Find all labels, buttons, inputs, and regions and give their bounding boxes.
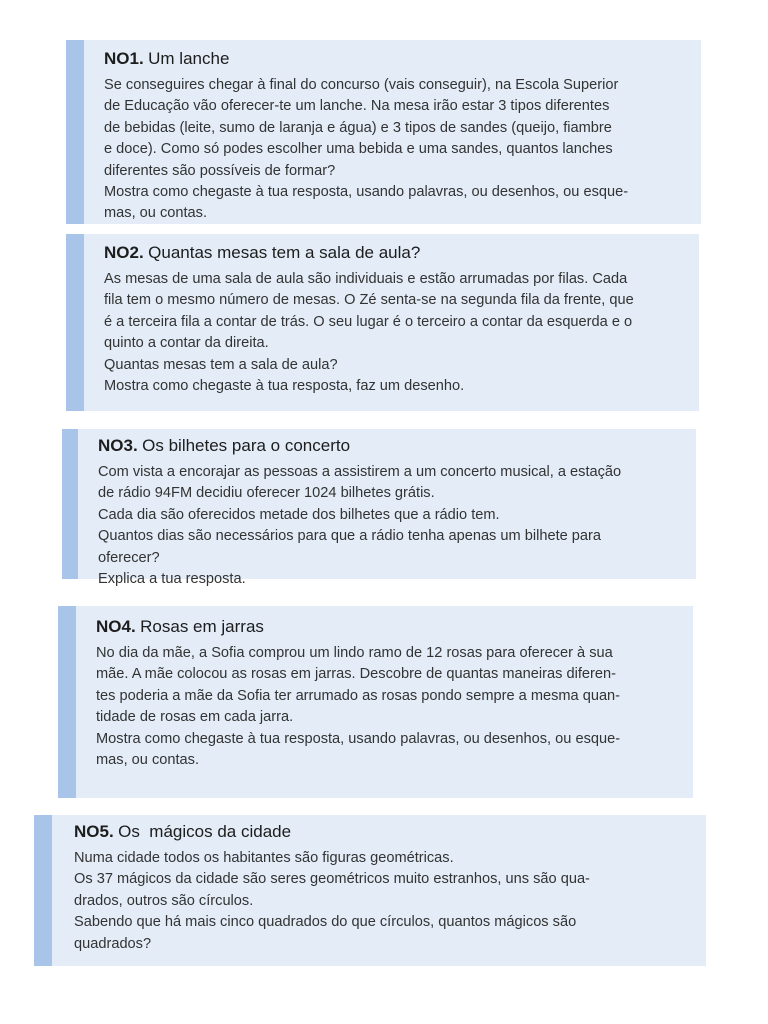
problem-text xyxy=(96,643,683,771)
problem-line: Os 37 mágicos da cidade são seres geométricos muito estranhos, uns são qua- xyxy=(74,871,590,888)
problem-line: tes poderia a mãe da Sofia ter arrumado as rosas pondo sempre a mesma quan- xyxy=(96,687,621,704)
problem-title-text: Os bilhetes para o concerto xyxy=(142,436,351,455)
problem-line: No dia da mãe, a Sofia comprou um lindo ramo de 12 rosas para oferecer à sua xyxy=(96,645,613,661)
problem-content xyxy=(96,616,683,771)
problem-title-text: Quantas mesas tem a sala de aula? xyxy=(148,243,421,262)
problem-line: Quantos dias são necessários para que a rádio tenha apenas um bilhete para xyxy=(98,528,602,545)
problem-title xyxy=(96,616,683,639)
problem-card-no5 xyxy=(34,815,706,966)
problem-line: Mostra como chegaste à tua resposta, faz um desenho. xyxy=(104,378,465,395)
problem-line: Sabendo que há mais cinco quadrados do que círculos, quantos mágicos são xyxy=(74,914,577,931)
problem-line: de Educação vão oferecer-te um lanche. Na mesa irão estar 3 tipos diferentes xyxy=(104,98,610,115)
problem-line: mas, ou contas. xyxy=(104,205,208,222)
problem-line: tidade de rosas em cada jarra. xyxy=(96,709,294,726)
problem-number: NO2. xyxy=(104,243,144,262)
problem-content xyxy=(104,48,691,225)
problem-title-text: Rosas em jarras xyxy=(140,617,264,636)
problem-title xyxy=(104,242,689,265)
problem-line: Numa cidade todos os habitantes são figuras geométricas. xyxy=(74,850,454,866)
problem-line: Mostra como chegaste à tua resposta, usando palavras, ou desenhos, ou esque- xyxy=(96,730,621,747)
problem-title xyxy=(98,435,686,458)
problem-line: mãe. A mãe colocou as rosas em jarras. Descobre de quantas maneiras diferen- xyxy=(96,666,616,683)
problem-line: diferentes são possíveis de formar? xyxy=(104,162,336,179)
problem-line: Cada dia são oferecidos metade dos bilhetes que a rádio tem. xyxy=(98,506,500,523)
problem-line: mas, ou contas. xyxy=(96,752,200,769)
problem-text xyxy=(104,269,689,397)
problem-title xyxy=(104,48,691,71)
problem-line: Quantas mesas tem a sala de aula? xyxy=(104,356,338,373)
problem-number: NO3. xyxy=(98,436,138,455)
problem-line: Mostra como chegaste à tua resposta, usando palavras, ou desenhos, ou esque- xyxy=(104,184,629,201)
problem-line: Com vista a encorajar as pessoas a assistirem a um concerto musical, a estação xyxy=(98,464,622,480)
problem-line: As mesas de uma sala de aula são individuais e estão arrumadas por filas. Cada xyxy=(104,271,628,287)
problem-text xyxy=(98,462,686,590)
problem-card-no3 xyxy=(62,429,696,588)
problem-line: de bebidas (leite, sumo de laranja e água) e 3 tipos de sandes (queijo, fiambre xyxy=(104,119,612,136)
problem-title-text: Os mágicos da cidade xyxy=(118,822,292,841)
problem-line: e doce). Como só podes escolher uma bebida e uma sandes, quantos lanches xyxy=(104,141,613,158)
problem-line: drados, outros são círculos. xyxy=(74,892,254,909)
problem-card-no1 xyxy=(66,40,701,224)
problem-card-no2 xyxy=(66,234,699,411)
problem-line: é a terceira fila a contar de trás. O seu lugar é o terceiro a contar da esquerda e o xyxy=(104,313,633,330)
problem-line: quinto a contar da direita. xyxy=(104,335,269,352)
problem-line: Explica a tua resposta. xyxy=(98,571,246,588)
card-accent-bar xyxy=(58,606,76,798)
problem-line: fila tem o mesmo número de mesas. O Zé senta-se na segunda fila da frente, que xyxy=(104,292,634,309)
card-accent-bar xyxy=(62,429,78,579)
problem-number: NO1. xyxy=(104,49,144,68)
problem-line: quadrados? xyxy=(74,935,152,952)
problem-title-text: Um lanche xyxy=(148,49,230,68)
problem-line: oferecer? xyxy=(98,549,160,566)
problem-title xyxy=(74,821,696,844)
problem-content xyxy=(74,821,696,955)
card-accent-bar xyxy=(66,234,84,411)
problem-card-no4 xyxy=(58,606,693,798)
problem-content xyxy=(104,242,689,397)
problem-line: de rádio 94FM decidiu oferecer 1024 bilhetes grátis. xyxy=(98,485,435,502)
problem-content xyxy=(98,435,686,590)
card-accent-bar xyxy=(66,40,84,224)
problem-text xyxy=(104,75,691,225)
problem-text xyxy=(74,848,696,955)
card-accent-bar xyxy=(34,815,52,966)
problem-number: NO4. xyxy=(96,617,136,636)
problem-number: NO5. xyxy=(74,822,114,841)
problem-line: Se conseguires chegar à final do concurso (vais conseguir), na Escola Superior xyxy=(104,77,619,93)
